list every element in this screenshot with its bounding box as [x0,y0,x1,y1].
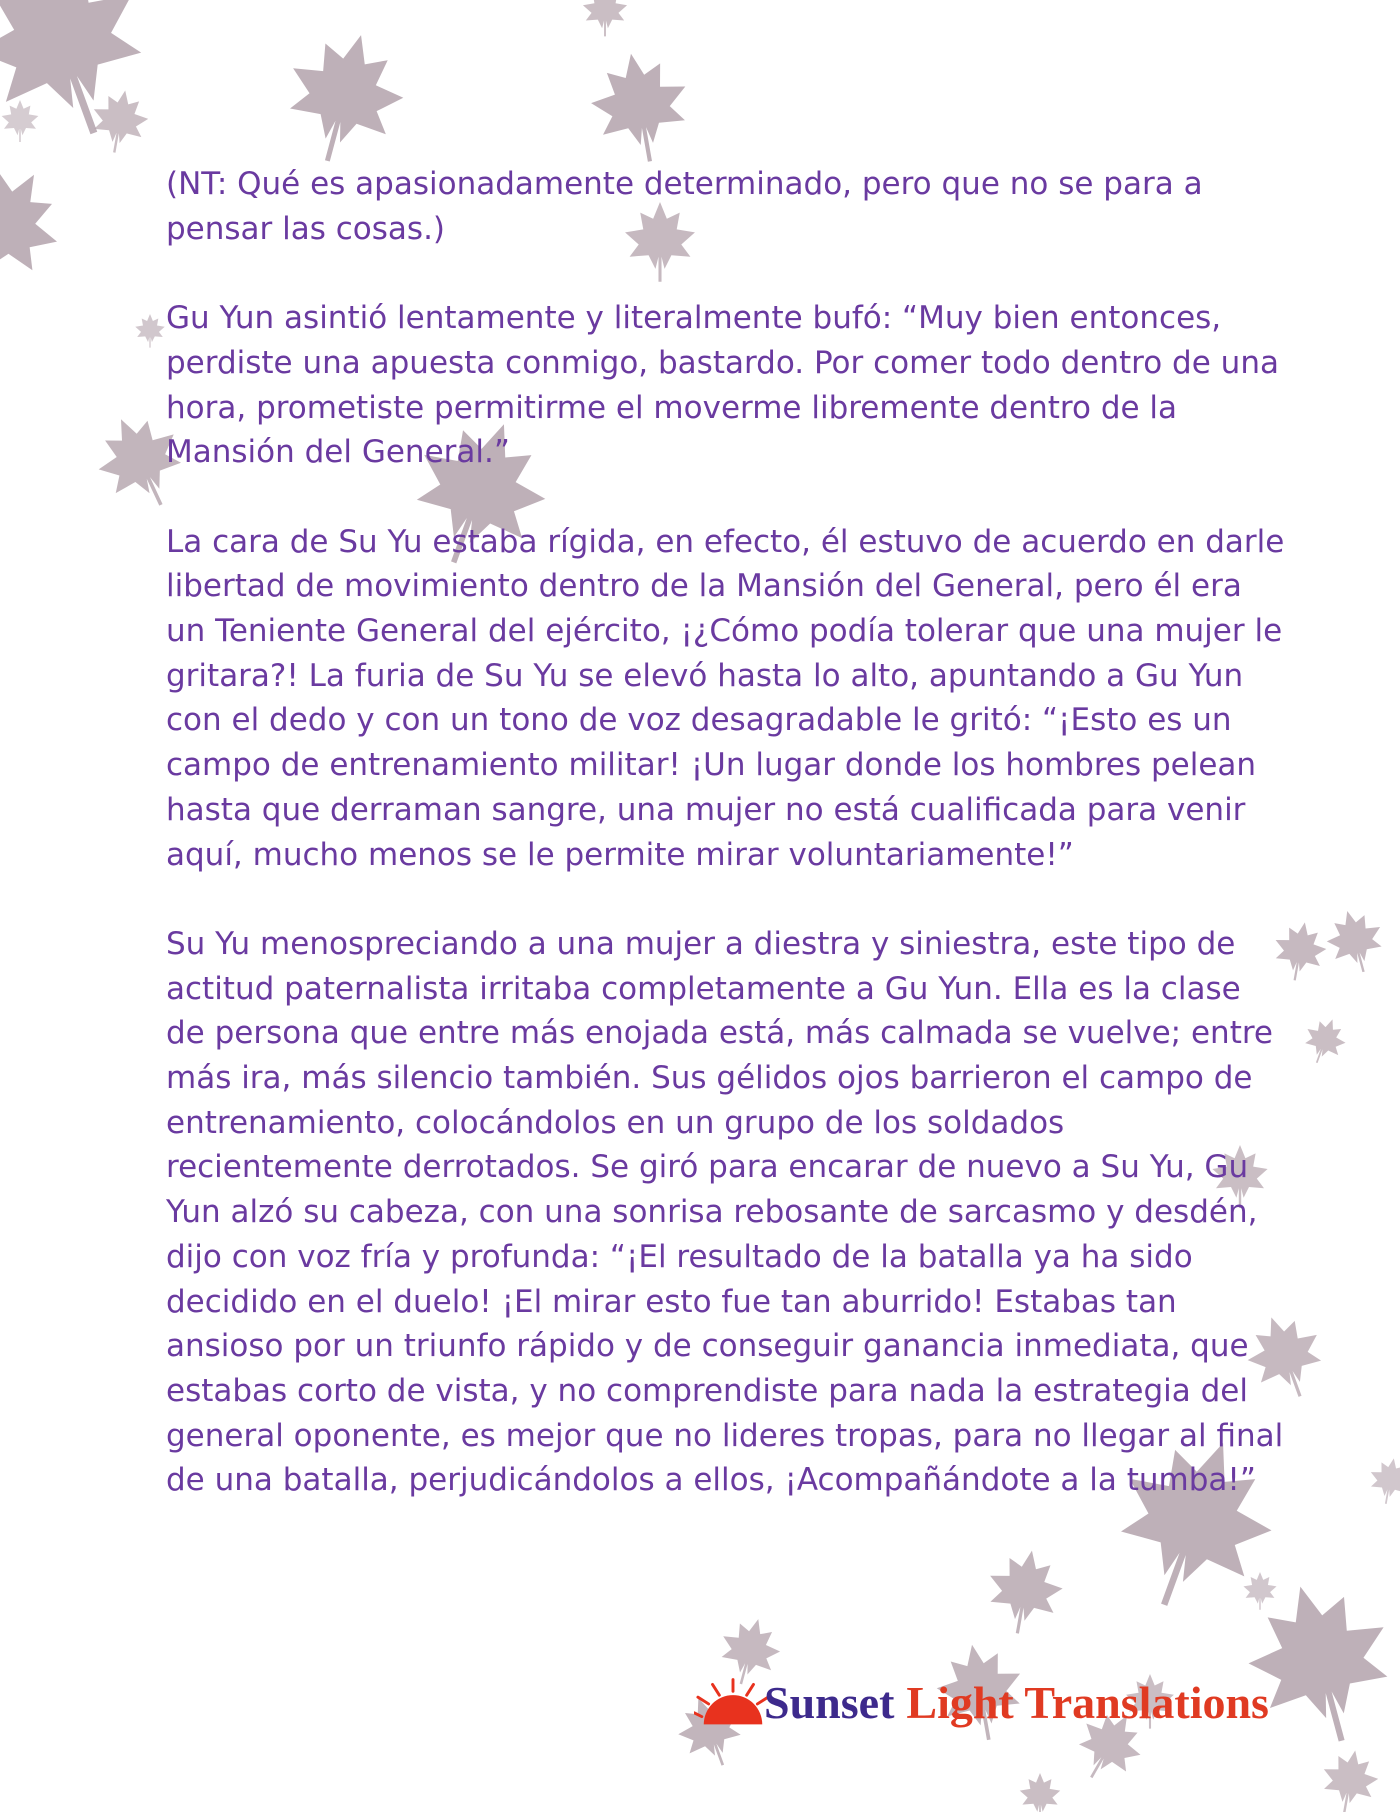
maple-leaf-icon [0,0,172,161]
logo-word-light-translations: Light Translations [906,1676,1269,1728]
maple-leaf-icon [272,20,416,175]
maple-leaf-icon [583,0,627,36]
translator-note: (NT: Qué es apasionadamente determinado, pero que no se para a pensar las cosas.) [166,166,1203,247]
maple-leaf-icon [981,1544,1068,1640]
maple-leaf-icon [1366,1455,1400,1508]
maple-leaf-icon [1321,904,1391,979]
story-text [166,162,1286,1548]
paragraph-1: Gu Yun asintió lentamente y literalmente bufó: “Muy bien entonces, perdiste una apuesta conmigo, bastardo. Por comer todo dentro de una hora, prometiste permitirme el moverme libremente dentro de la Mansión del General.” [166,300,1279,471]
maple-leaf-icon [1298,1012,1352,1069]
maple-leaf-icon [87,86,152,158]
maple-leaf-icon [1243,1572,1276,1610]
logo-word-sunset: Sunset [764,1676,895,1728]
maple-leaf-icon [1317,1746,1382,1812]
maple-leaf-icon [2,100,39,142]
maple-leaf-icon [0,148,80,307]
sunset-sun-icon [694,1677,772,1727]
paragraph-3: Su Yu menospreciando a una mujer a diestra y siniestra, este tipo de actitud paternalista irritaba completamente a Gu Yun. Ella es la clase de persona que entre más enojada está, más calmada se vuelve; entre más ira, más silencio también. Sus gélidos ojos barrieron el campo de entrenamiento, colocándolos en un grupo de los soldados recientemente derrotados. Se giró para encarar de nuevo a Su Yu, Gu Yun alzó su cabeza, con una sonrisa rebosante de sarcasmo y desdén, dijo con voz fría y profunda: “¡El resultado de la batalla ya ha sido decidido en el duelo! ¡El mirar esto fue tan aburrido! Estabas tan ansioso por un triunfo rápido y de conseguir ganancia inmediata, que estabas corto de vista, y no comprendiste para nada la estrategia del general oponente, es mejor que no lideres tropas, para no llegar al final de una batalla, perjudicándolos a ellos, ¡Acompañándote a la tumba!” [166,925,1284,1499]
paragraph-2: La cara de Su Yu estaba rígida, en efecto, él estuvo de acuerdo en darle libertad de movimiento dentro de la Mansión del General, pero él era un Teniente General del ejército, ¡¿Cómo podía tolerar que una mujer le gritara?! La furia de Su Yu se elevó hasta lo alto, apuntando a Gu Yun con el dedo y con un tono de voz desagradable le gritó: “¡Esto es un campo de entrenamiento militar! ¡Un lugar donde los hombres pelean hasta que derraman sangre, una mujer no está cualificada para venir aquí, mucho menos se le permite mirar voluntariamente!” [166,523,1285,873]
maple-leaf-icon [135,314,164,348]
maple-leaf-icon [584,45,697,169]
maple-leaf-icon [1020,1773,1060,1812]
sunset-light-translations-logo [694,1672,1294,1732]
